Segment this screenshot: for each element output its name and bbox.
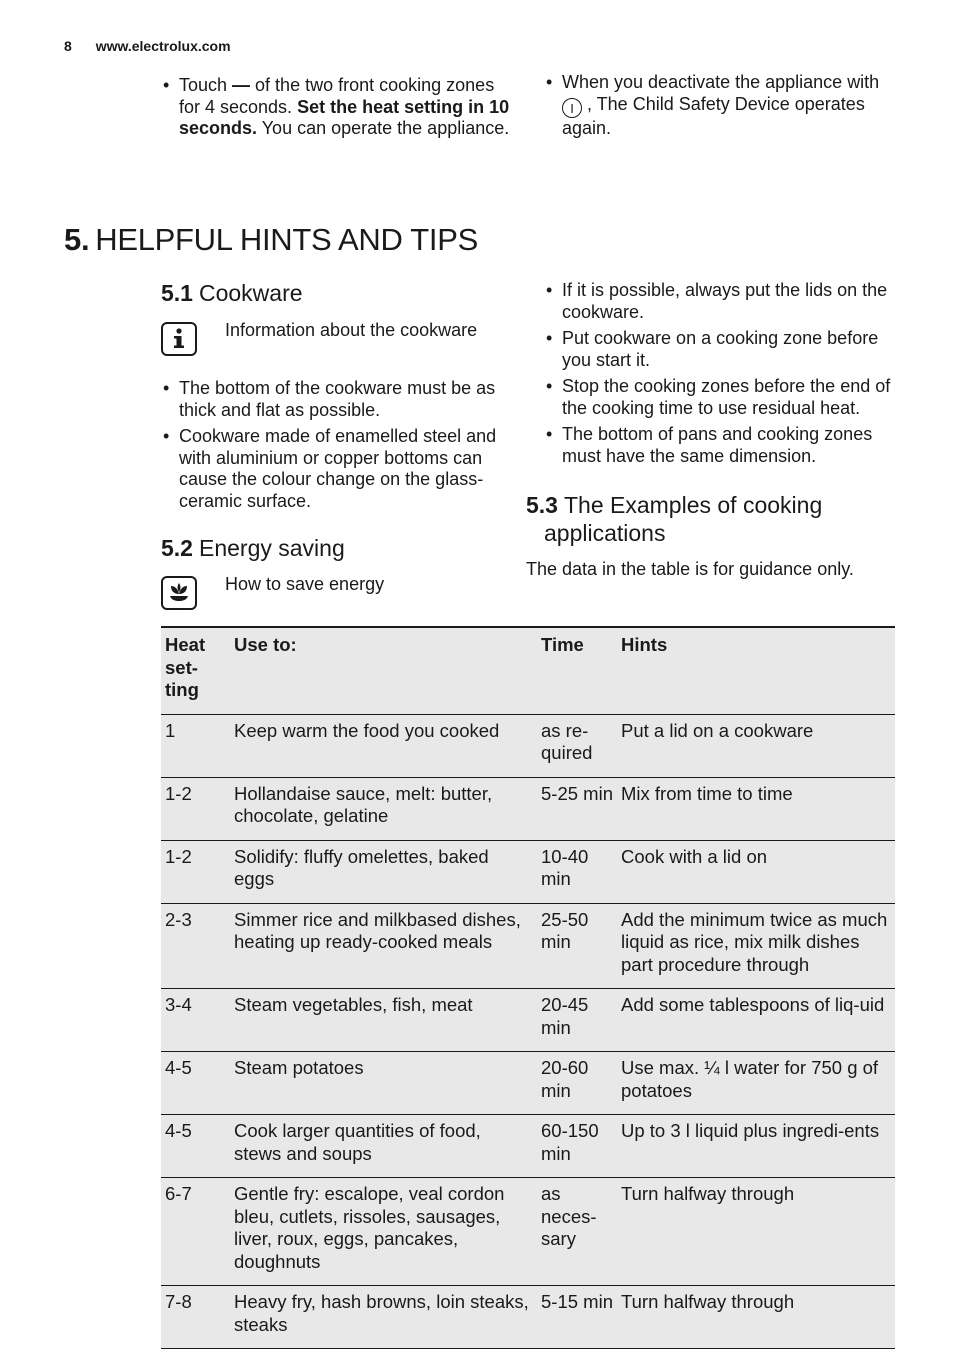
section-number: 5. xyxy=(64,222,90,257)
cookware-heading xyxy=(161,279,516,307)
bold-instruction: Set the heat setting in 10 seconds. xyxy=(179,96,510,138)
heading-number: 5.3 xyxy=(526,492,558,518)
page-number: 8 xyxy=(64,38,72,54)
cell-heat: 1-2 xyxy=(161,840,230,903)
cell-use: Steam potatoes xyxy=(230,1052,537,1115)
energy-info-text: How to save energy xyxy=(225,574,385,594)
table-row xyxy=(161,1052,895,1115)
intro-left-column xyxy=(161,75,511,145)
table-row xyxy=(161,1286,895,1349)
list-item: • The bottom of the cookware must be as thick and flat as possible. xyxy=(161,378,516,421)
cookware-info-text: Information about the cookware xyxy=(225,320,478,340)
table-row xyxy=(161,1178,895,1286)
info-icon xyxy=(161,322,197,356)
header-hints: Hints xyxy=(617,627,895,714)
cell-hints: Turn halfway through xyxy=(617,1286,895,1349)
list-item: • Stop the cooking zones before the end of the cooking time to use residual heat. xyxy=(544,376,900,419)
cell-heat: 4-5 xyxy=(161,1115,230,1178)
intro-bullet-touch xyxy=(161,75,511,140)
text-part: You can operate the appliance. xyxy=(257,118,510,138)
cell-time: as neces-sary xyxy=(537,1178,617,1286)
power-symbol-glyph: I xyxy=(570,100,574,116)
cell-time: 20-45 min xyxy=(537,989,617,1052)
website-link[interactable]: www.electrolux.com xyxy=(95,38,231,54)
cell-heat: 7-8 xyxy=(161,1286,230,1349)
heading-number: 5.2 xyxy=(161,535,193,561)
header-time: Time xyxy=(537,627,617,714)
cell-use: Simmer rice and milkbased dishes, heating up ready-cooked meals xyxy=(230,903,537,989)
section-title-text: HELPFUL HINTS AND TIPS xyxy=(95,222,478,257)
cell-time: as re-quired xyxy=(537,714,617,777)
minus-symbol: — xyxy=(232,75,251,95)
cell-hints: Mix from time to time xyxy=(617,777,895,840)
cell-hints: Use max. ¼ l water for 750 g of potatoes xyxy=(617,1052,895,1115)
list-item: • Cookware made of enamelled steel and with aluminium or copper bottoms can cause the colour change on the glass-ceramic surface. xyxy=(161,426,516,512)
cell-use: Heavy fry, hash browns, loin steaks, steaks xyxy=(230,1286,537,1349)
header-heat-setting: Heat set-ting xyxy=(161,627,230,714)
cell-hints: Add the minimum twice as much liquid as rice, mix milk dishes part procedure through xyxy=(617,903,895,989)
cell-time: 10-40 min xyxy=(537,840,617,903)
heading-number: 5.1 xyxy=(161,280,193,306)
page-header xyxy=(64,38,231,54)
cell-hints: Put a lid on a cookware xyxy=(617,714,895,777)
cell-time: 5-25 min xyxy=(537,777,617,840)
text-part: Touch xyxy=(179,75,233,95)
left-column xyxy=(161,279,516,610)
cell-time: 5-15 min xyxy=(537,1286,617,1349)
cell-heat: 1 xyxy=(161,714,230,777)
cell-heat: 4-5 xyxy=(161,1052,230,1115)
cell-use: Gentle fry: escalope, veal cordon bleu, cutlets, rissoles, sausages, liver, roux, eggs, pancakes, doughnuts xyxy=(230,1178,537,1286)
cell-time: 20-60 min xyxy=(537,1052,617,1115)
energy-info xyxy=(161,576,516,610)
cell-heat: 3-4 xyxy=(161,989,230,1052)
list-item: • The bottom of pans and cooking zones must have the same dimension. xyxy=(544,424,900,467)
heading-text: The Examples of cooking applications xyxy=(544,492,823,546)
cell-hints: Add some tablespoons of liq-uid xyxy=(617,989,895,1052)
text-part: , The Child Safety Device operates again. xyxy=(562,93,865,138)
cell-heat: 2-3 xyxy=(161,903,230,989)
cell-use: Hollandaise sauce, melt: butter, chocolate, gelatine xyxy=(230,777,537,840)
cookware-bullets xyxy=(161,378,516,512)
cell-use: Steam vegetables, fish, meat xyxy=(230,989,537,1052)
power-symbol-icon xyxy=(562,98,582,118)
intro-bullet-deactivate xyxy=(544,72,900,140)
table-row xyxy=(161,1115,895,1178)
table-row xyxy=(161,777,895,840)
eco-leaf-icon xyxy=(161,576,197,610)
examples-heading xyxy=(526,491,900,547)
examples-note: The data in the table is for guidance only. xyxy=(526,559,854,579)
list-item: • Put cookware on a cooking zone before you start it. xyxy=(544,328,900,371)
cell-heat: 6-7 xyxy=(161,1178,230,1286)
text-part: of the two front cooking zones for 4 seconds. xyxy=(179,75,495,117)
section-title xyxy=(64,222,478,258)
table-row xyxy=(161,903,895,989)
cell-use: Keep warm the food you cooked xyxy=(230,714,537,777)
cell-hints: Up to 3 l liquid plus ingredi-ents xyxy=(617,1115,895,1178)
heading-text: Cookware xyxy=(198,280,303,306)
cell-hints: Cook with a lid on xyxy=(617,840,895,903)
table-row xyxy=(161,840,895,903)
intro-right-column xyxy=(544,72,900,145)
list-item: • If it is possible, always put the lids on the cookware. xyxy=(544,280,900,323)
heading-text: Energy saving xyxy=(198,535,345,561)
cell-heat: 1-2 xyxy=(161,777,230,840)
cell-time: 60-150 min xyxy=(537,1115,617,1178)
cell-hints: Turn halfway through xyxy=(617,1178,895,1286)
cookware-info xyxy=(161,322,516,356)
table-header-row xyxy=(161,627,895,714)
cooking-examples-table xyxy=(161,626,895,1349)
text-part: When you deactivate the appliance with xyxy=(562,72,880,92)
cell-use: Solidify: fluffy omelettes, baked eggs xyxy=(230,840,537,903)
right-column xyxy=(526,280,900,581)
table-row xyxy=(161,714,895,777)
cell-use: Cook larger quantities of food, stews and soups xyxy=(230,1115,537,1178)
energy-heading xyxy=(161,534,516,562)
table-row xyxy=(161,989,895,1052)
header-use-to: Use to: xyxy=(230,627,537,714)
cell-time: 25-50 min xyxy=(537,903,617,989)
energy-bullets xyxy=(544,280,900,467)
